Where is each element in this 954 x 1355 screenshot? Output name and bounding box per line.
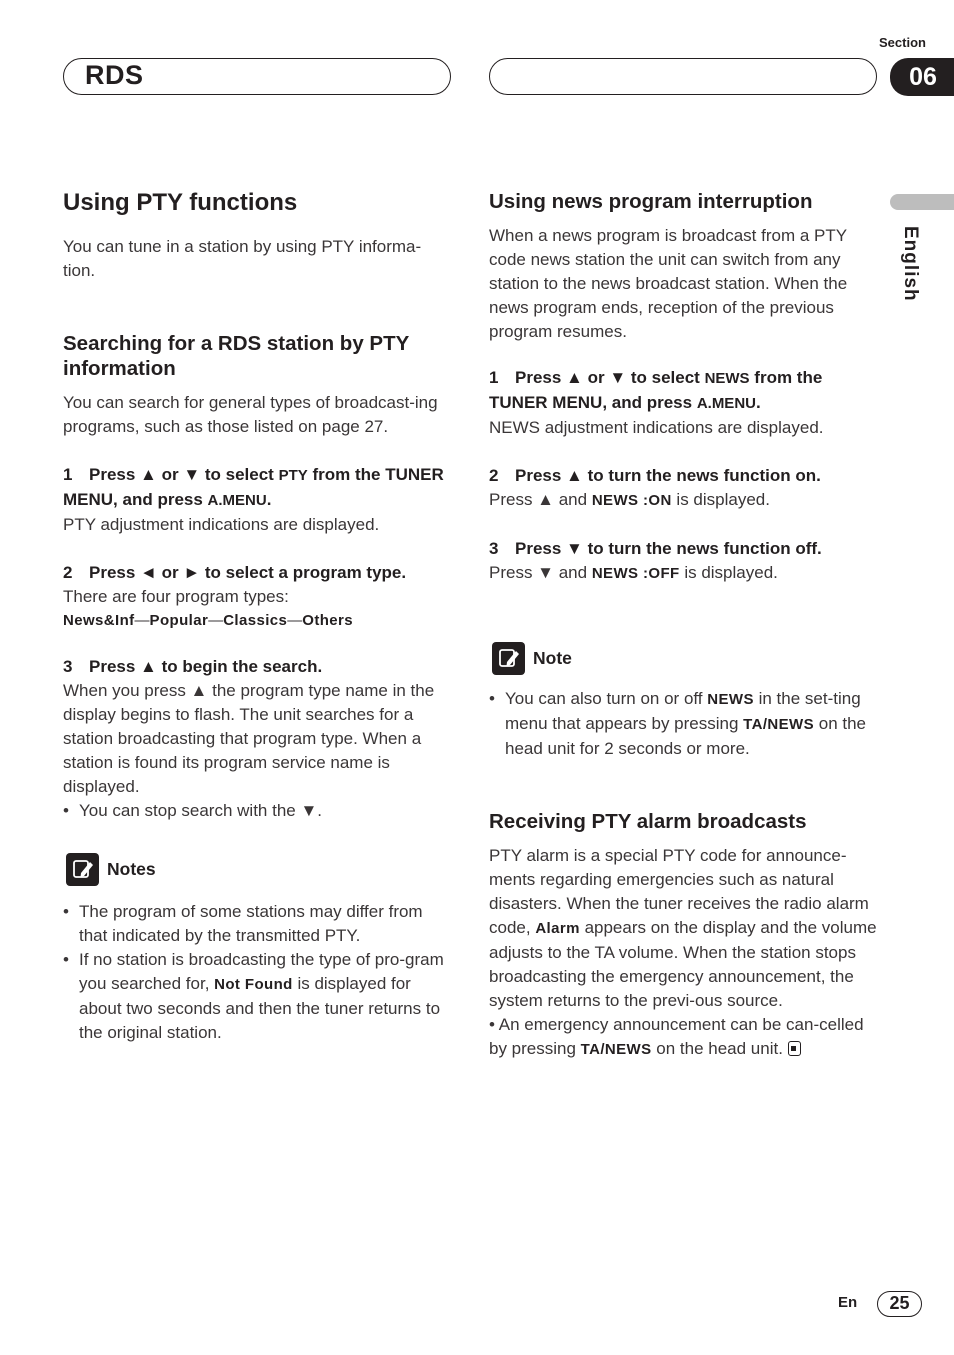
display-text: A.MENU — [696, 395, 756, 412]
step-number: 3 — [489, 539, 499, 558]
note-label: Note — [533, 647, 572, 668]
display-text: Not Found — [214, 976, 293, 993]
search-body: You can search for general types of broadcast-ing programs, such as those listed on page 27. — [63, 393, 438, 436]
note-item: • The program of some stations may differ from that indicated by the transmitted PTY. — [63, 902, 423, 945]
display-text: A.MENU — [207, 492, 267, 509]
alarm-bullet: • An emergency announcement can be can-celled by pressing TA/NEWS on the head unit. — [489, 1015, 864, 1058]
search-step-3: 3 Press ▲ to begin the search. When you press ▲ the program type name in the display begins to flash. The unit searches for a station broadcasting that program type. When a station is found its program service name is displayed. • You can stop search with the ▼. — [63, 655, 455, 823]
search-heading: Searching for a RDS station by PTY information — [63, 332, 409, 380]
note-box — [489, 641, 879, 761]
footer-lang-code: En — [838, 1294, 858, 1311]
step-body: Press ▼ and NEWS :OFF is displayed. — [489, 563, 778, 582]
bullet-dot: • — [63, 950, 69, 969]
display-text: TA/NEWS — [743, 716, 815, 733]
end-of-section-icon — [788, 1041, 801, 1056]
bullet-dot: • — [63, 902, 69, 921]
header-right-frame — [489, 58, 877, 95]
page-number: 25 — [877, 1291, 922, 1317]
display-text: Alarm — [535, 920, 580, 937]
notes-label: Notes — [107, 858, 156, 879]
program-type: Classics — [223, 612, 288, 629]
news-step-3: 3 Press ▼ to turn the news function off. Press ▼ and NEWS :OFF is displayed. — [489, 537, 879, 586]
chapter-title: RDS — [85, 60, 144, 90]
bullet-dot: • — [63, 801, 69, 820]
step-number: 1 — [489, 368, 499, 387]
note-item: • You can also turn on or off NEWS in the set-ting menu that appears by pressing TA/NEWS on the head unit for 2 seconds or more. — [489, 689, 867, 758]
step-number: 1 — [63, 465, 73, 484]
step-body: NEWS adjustment indications are displayed. — [489, 418, 824, 437]
bullet-dot: • — [489, 689, 495, 708]
section-label: Section — [879, 35, 926, 50]
language-tab-bar — [890, 194, 954, 210]
notes-box — [63, 852, 455, 1045]
step-number: 3 — [63, 657, 73, 676]
program-type: Others — [302, 612, 354, 629]
pencil-note-icon — [66, 853, 99, 886]
main-heading: Using PTY functions — [63, 189, 298, 216]
step-body: When you press ▲ the program type name in the display begins to flash. The unit searches for a station broadcasting that program type. When a station is found its program service name is displayed. — [63, 681, 435, 796]
search-step-1: 1 Press ▲ or ▼ to select PTY from the TUNER MENU, and press A.MENU. PTY adjustment indications are displayed. — [63, 463, 455, 537]
bullet-dot: • — [489, 1015, 499, 1034]
step-body: Press ▲ and NEWS :ON is displayed. — [489, 490, 770, 509]
program-type: News&Inf — [63, 612, 135, 629]
step-number: 2 — [489, 466, 499, 485]
step-number: 2 — [63, 563, 73, 582]
chapter-title-frame — [63, 58, 451, 95]
right-column — [489, 189, 879, 1062]
display-text: NEWS :ON — [591, 492, 672, 509]
note-item: • If no station is broadcasting the type of pro-gram you searched for, Not Found is displayed for about two seconds and then the tuner returns to the original station. — [63, 950, 444, 1042]
news-body: When a news program is broadcast from a PTY code news station the unit can switch from any station to the news broadcast station. When the news program ends, reception of the previous program resumes. — [489, 226, 848, 341]
program-type: Popular — [149, 612, 209, 629]
intro-text: You can tune in a station by using PTY informa-tion. — [63, 237, 422, 280]
program-types: News&Inf—Popular—Classics—Others — [63, 612, 354, 629]
alarm-heading: Receiving PTY alarm broadcasts — [489, 810, 807, 833]
display-text: NEWS — [704, 370, 750, 387]
section-number-badge: 06 — [890, 58, 954, 96]
search-bullet: • You can stop search with the ▼. — [63, 799, 455, 823]
alarm-body: PTY alarm is a special PTY code for announce-ments regarding emergencies such as natural disasters. When the tuner receives the radio alarm code, Alarm appears on the display and the volume adjusts to the TA volume. When the station stops broadcasting the emergency announcement, the system returns to the previ-ous source. — [489, 846, 877, 1010]
news-heading: Using news program interruption — [489, 190, 813, 213]
step-body: There are four program types: — [63, 587, 289, 606]
news-step-1: 1 Press ▲ or ▼ to select NEWS from the TUNER MENU, and press A.MENU. NEWS adjustment indications are displayed. — [489, 366, 879, 440]
display-text: TA/NEWS — [580, 1041, 652, 1058]
display-text: NEWS :OFF — [591, 565, 680, 582]
pencil-note-icon — [492, 642, 525, 675]
news-step-2: 2 Press ▲ to turn the news function on. Press ▲ and NEWS :ON is displayed. — [489, 464, 879, 513]
step-body: PTY adjustment indications are displayed. — [63, 515, 380, 534]
display-text: NEWS — [707, 691, 754, 708]
language-tab: English — [900, 226, 921, 302]
search-step-2: 2 Press ◄ or ► to select a program type. There are four program types: News&Inf—Popular—Classics—Others — [63, 561, 455, 633]
left-column — [63, 188, 455, 1045]
display-text: PTY — [278, 467, 308, 484]
